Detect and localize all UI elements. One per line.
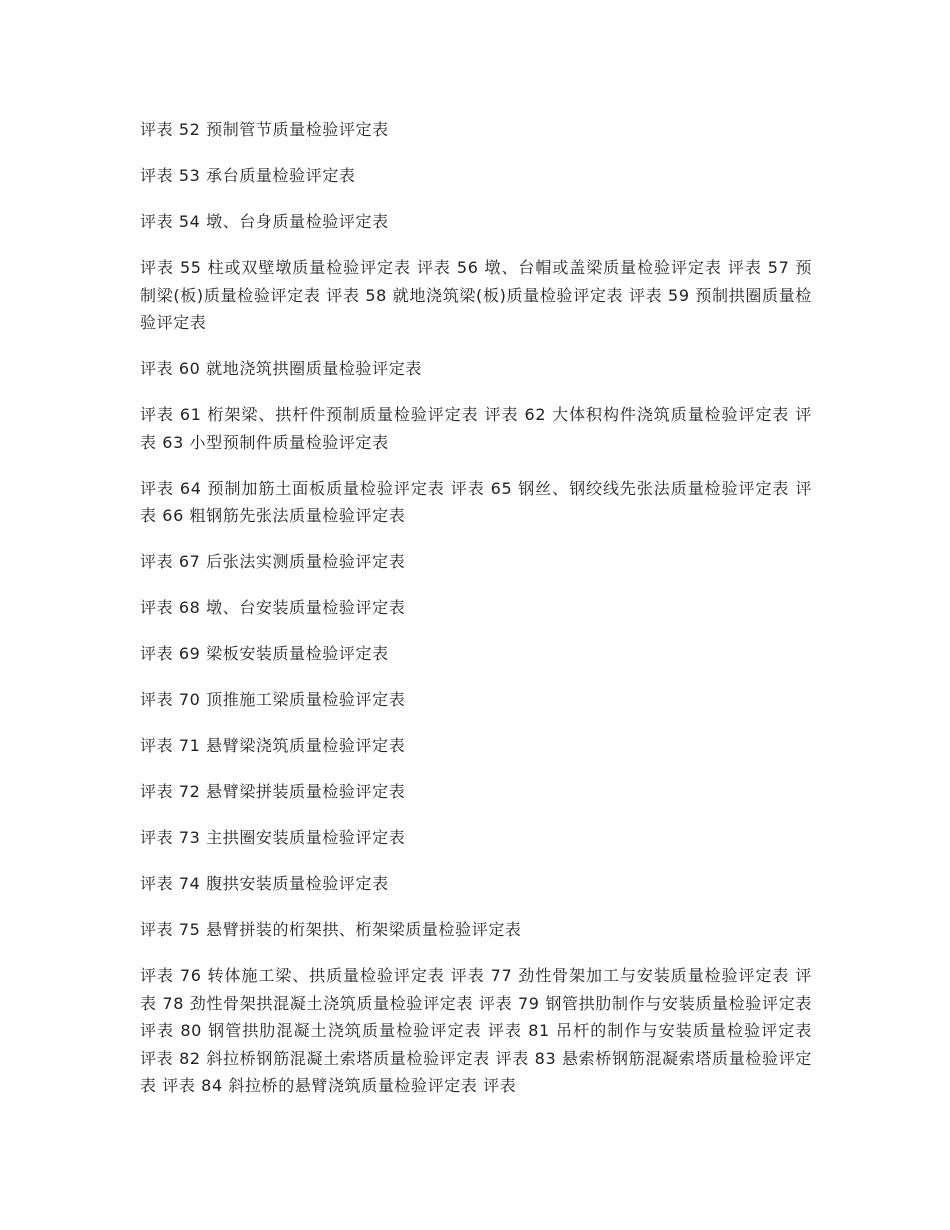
- paragraph-9: 评表 68 墩、台安装质量检验评定表: [140, 598, 406, 617]
- paragraph-13: 评表 72 悬臂梁拼装质量检验评定表: [140, 782, 406, 801]
- paragraph-8: 评表 67 后张法实测质量检验评定表: [140, 552, 406, 571]
- paragraph-4: 评表 55 柱或双壁墩质量检验评定表 评表 56 墩、台帽或盖梁质量检验评定表 评表 57 预制梁(板)质量检验评定表 评表 58 就地浇筑梁(板)质量检验评定表 评表 59 预制拱圈质量检验评定表: [140, 258, 812, 332]
- paragraph-16: 评表 75 悬臂拼装的桁架拱、桁架梁质量检验评定表: [140, 920, 522, 939]
- document-body: [140, 116, 812, 1118]
- paragraph-14: 评表 73 主拱圈安装质量检验评定表: [140, 828, 406, 847]
- paragraph-1: 评表 52 预制管节质量检验评定表: [140, 120, 389, 139]
- paragraph-5: 评表 60 就地浇筑拱圈质量检验评定表: [140, 359, 422, 378]
- paragraph-12: 评表 71 悬臂梁浇筑质量检验评定表: [140, 736, 406, 755]
- paragraph-6: 评表 61 桁架梁、拱杆件预制质量检验评定表 评表 62 大体积构件浇筑质量检验评定表 评表 63 小型预制件质量检验评定表: [140, 405, 812, 452]
- paragraph-7: 评表 64 预制加筋土面板质量检验评定表 评表 65 钢丝、钢绞线先张法质量检验评定表 评表 66 粗钢筋先张法质量检验评定表: [140, 478, 812, 525]
- paragraph-3: 评表 54 墩、台身质量检验评定表: [140, 212, 389, 231]
- paragraph-11: 评表 70 顶推施工梁质量检验评定表: [140, 690, 406, 709]
- paragraph-17: 评表 76 转体施工梁、拱质量检验评定表 评表 77 劲性骨架加工与安装质量检验评定表 评表 78 劲性骨架拱混凝土浇筑质量检验评定表 评表 79 钢管拱肋制作与安装质量检验评定表 评表 80 钢管拱肋混凝土浇筑质量检验评定表 评表 81 吊杆的制作与安装质量检验评定表 评表 82 斜拉桥钢筋混凝土索塔质量检验评定表 评表 83 悬索桥钢筋混凝索塔质量检验评定表 评表 84 斜拉桥的悬臂浇筑质量检验评定表 评表: [140, 966, 812, 1095]
- paragraph-2: 评表 53 承台质量检验评定表: [140, 166, 356, 185]
- paragraph-15: 评表 74 腹拱安装质量检验评定表: [140, 874, 389, 893]
- paragraph-10: 评表 69 梁板安装质量检验评定表: [140, 644, 389, 663]
